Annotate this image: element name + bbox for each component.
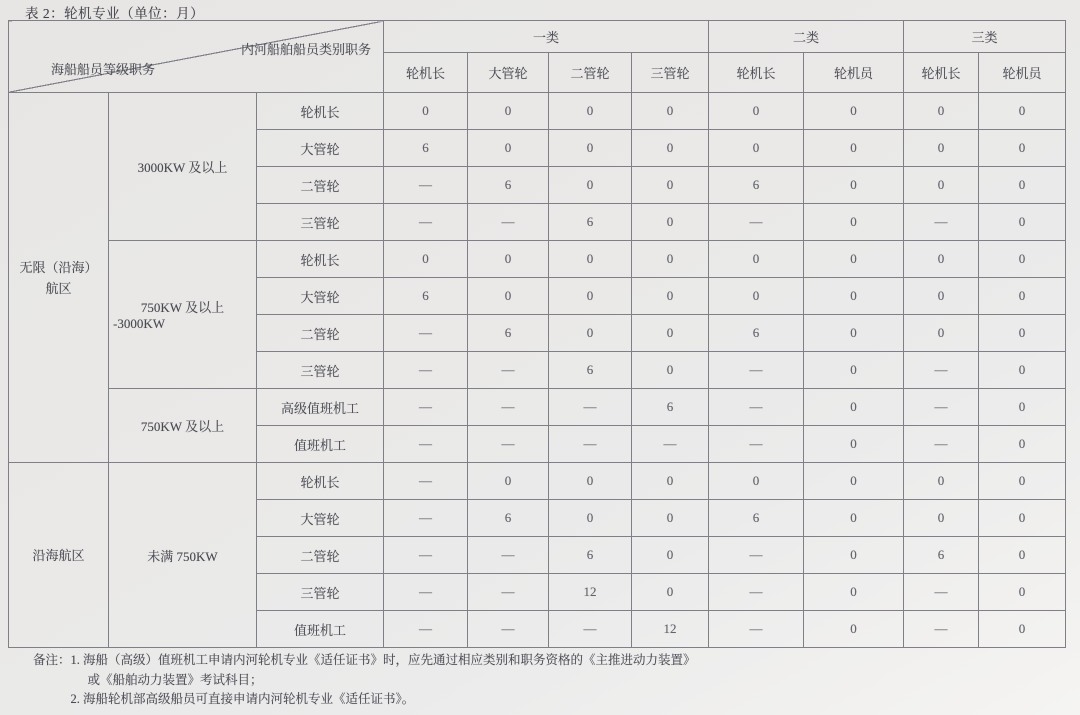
duty-label: 二管轮: [257, 537, 384, 574]
value-cell: 0: [979, 352, 1066, 389]
value-cell: —: [709, 426, 804, 463]
value-cell: 0: [632, 352, 709, 389]
value-cell: 0: [549, 130, 632, 167]
column-header: 轮机员: [979, 53, 1066, 93]
value-cell: —: [709, 611, 804, 648]
duty-label: 值班机工: [257, 426, 384, 463]
value-cell: 6: [709, 315, 804, 352]
value-cell: 0: [632, 315, 709, 352]
value-cell: 0: [979, 611, 1066, 648]
value-cell: 0: [804, 426, 904, 463]
duty-label: 大管轮: [257, 278, 384, 315]
value-cell: —: [904, 611, 979, 648]
value-cell: —: [468, 204, 549, 241]
value-cell: —: [468, 574, 549, 611]
value-cell: 6: [549, 352, 632, 389]
value-cell: —: [632, 426, 709, 463]
power-label-3000kw: 3000KW 及以上: [109, 93, 257, 241]
group-header-class1: 一类: [384, 21, 709, 53]
value-cell: 6: [468, 500, 549, 537]
value-cell: 0: [632, 574, 709, 611]
value-cell: 6: [549, 204, 632, 241]
corner-bottom-label: 海船船员等级职务: [51, 62, 156, 77]
group-header-class3: 三类: [904, 21, 1066, 53]
group-header-class2: 二类: [709, 21, 904, 53]
duty-label: 轮机长: [257, 241, 384, 278]
value-cell: —: [904, 389, 979, 426]
value-cell: 0: [979, 426, 1066, 463]
value-cell: —: [549, 426, 632, 463]
value-cell: —: [904, 204, 979, 241]
value-cell: 0: [904, 130, 979, 167]
value-cell: 0: [804, 352, 904, 389]
corner-top-label: 内河船舶船员类别职务: [241, 42, 372, 57]
value-cell: —: [468, 426, 549, 463]
value-cell: 6: [549, 537, 632, 574]
value-cell: 0: [904, 463, 979, 500]
value-cell: 0: [804, 611, 904, 648]
value-cell: —: [709, 352, 804, 389]
table-row: [9, 389, 1066, 426]
value-cell: 0: [979, 389, 1066, 426]
value-cell: 0: [384, 93, 468, 130]
duty-label: 三管轮: [257, 574, 384, 611]
value-cell: 0: [804, 500, 904, 537]
value-cell: —: [384, 315, 468, 352]
value-cell: —: [468, 352, 549, 389]
value-cell: —: [709, 537, 804, 574]
value-cell: 6: [709, 167, 804, 204]
value-cell: 0: [468, 93, 549, 130]
value-cell: 0: [904, 315, 979, 352]
value-cell: 6: [709, 500, 804, 537]
value-cell: —: [384, 611, 468, 648]
value-cell: 0: [632, 204, 709, 241]
value-cell: —: [709, 389, 804, 426]
value-cell: 0: [384, 241, 468, 278]
value-cell: 0: [549, 93, 632, 130]
value-cell: —: [549, 611, 632, 648]
duty-label: 二管轮: [257, 315, 384, 352]
column-header: 轮机长: [904, 53, 979, 93]
power-label-750-3000kw: [109, 241, 257, 389]
power-label-line: 750KW 及以上: [140, 300, 225, 315]
value-cell: 0: [632, 278, 709, 315]
value-cell: 0: [632, 93, 709, 130]
area-label-coastal: 沿海航区: [9, 463, 109, 648]
value-cell: 0: [549, 315, 632, 352]
value-cell: —: [468, 389, 549, 426]
table-row: [9, 463, 1066, 500]
value-cell: 0: [979, 204, 1066, 241]
value-cell: 0: [804, 537, 904, 574]
value-cell: 0: [632, 537, 709, 574]
footnote-1-line-2: 或《船舶动力装置》考试科目；: [87, 672, 263, 687]
power-label-750kw: 750KW 及以上: [109, 389, 257, 463]
value-cell: 6: [384, 130, 468, 167]
value-cell: 0: [632, 500, 709, 537]
column-header: 轮机员: [804, 53, 904, 93]
value-cell: 0: [709, 93, 804, 130]
value-cell: 0: [804, 389, 904, 426]
value-cell: 0: [979, 93, 1066, 130]
value-cell: 0: [632, 241, 709, 278]
value-cell: 0: [632, 167, 709, 204]
value-cell: —: [384, 204, 468, 241]
value-cell: 0: [979, 315, 1066, 352]
value-cell: 0: [804, 167, 904, 204]
value-cell: 0: [804, 315, 904, 352]
value-cell: 0: [979, 574, 1066, 611]
duty-label: 高级值班机工: [257, 389, 384, 426]
value-cell: 0: [709, 130, 804, 167]
value-cell: —: [709, 574, 804, 611]
table-row: [9, 241, 1066, 278]
value-cell: —: [709, 204, 804, 241]
column-header: 三管轮: [632, 53, 709, 93]
value-cell: —: [549, 389, 632, 426]
value-cell: —: [384, 537, 468, 574]
value-cell: 0: [904, 167, 979, 204]
value-cell: 12: [549, 574, 632, 611]
value-cell: —: [384, 352, 468, 389]
value-cell: —: [904, 574, 979, 611]
value-cell: 0: [468, 241, 549, 278]
value-cell: 0: [904, 93, 979, 130]
value-cell: 6: [384, 278, 468, 315]
value-cell: 0: [804, 93, 904, 130]
value-cell: 6: [632, 389, 709, 426]
value-cell: 0: [804, 574, 904, 611]
value-cell: 0: [804, 278, 904, 315]
value-cell: —: [384, 389, 468, 426]
value-cell: —: [904, 352, 979, 389]
value-cell: —: [384, 574, 468, 611]
power-label-line: -3000KW: [113, 316, 165, 331]
value-cell: 0: [979, 241, 1066, 278]
value-cell: 0: [709, 278, 804, 315]
value-cell: 12: [632, 611, 709, 648]
value-cell: —: [384, 167, 468, 204]
footnote-label: 备注：: [33, 653, 71, 667]
value-cell: 0: [979, 463, 1066, 500]
value-cell: 0: [468, 278, 549, 315]
column-header: 轮机长: [384, 53, 468, 93]
area-label-unlimited: [9, 93, 109, 463]
footnotes: [33, 651, 696, 710]
value-cell: 0: [468, 130, 549, 167]
value-cell: 0: [709, 463, 804, 500]
value-cell: 0: [904, 278, 979, 315]
duty-label: 轮机长: [257, 463, 384, 500]
value-cell: 0: [804, 241, 904, 278]
footnote-2: 2. 海船轮机部高级船员可直接申请内河轮机专业《适任证书》。: [70, 692, 415, 706]
value-cell: 0: [979, 278, 1066, 315]
duty-label: 二管轮: [257, 167, 384, 204]
value-cell: —: [384, 500, 468, 537]
table-row: [9, 93, 1066, 130]
value-cell: —: [468, 611, 549, 648]
value-cell: 0: [804, 463, 904, 500]
value-cell: 6: [904, 537, 979, 574]
power-label-under-750kw: 未满 750KW: [109, 463, 257, 648]
duty-label: 大管轮: [257, 500, 384, 537]
crew-qualification-table: [8, 20, 1066, 648]
value-cell: 0: [979, 130, 1066, 167]
value-cell: 0: [632, 463, 709, 500]
column-header: 轮机长: [709, 53, 804, 93]
value-cell: 0: [549, 241, 632, 278]
value-cell: 0: [549, 500, 632, 537]
column-header: 大管轮: [468, 53, 549, 93]
column-header: 二管轮: [549, 53, 632, 93]
value-cell: 0: [549, 463, 632, 500]
value-cell: 0: [632, 130, 709, 167]
value-cell: 6: [468, 167, 549, 204]
value-cell: 6: [468, 315, 549, 352]
value-cell: 0: [549, 278, 632, 315]
duty-label: 三管轮: [257, 352, 384, 389]
value-cell: —: [384, 426, 468, 463]
duty-label: 值班机工: [257, 611, 384, 648]
value-cell: 0: [549, 167, 632, 204]
value-cell: 0: [709, 241, 804, 278]
value-cell: —: [904, 426, 979, 463]
duty-label: 大管轮: [257, 130, 384, 167]
value-cell: 0: [804, 204, 904, 241]
footnote-1-line-1: 1. 海船（高级）值班机工申请内河轮机专业《适任证书》时，应先通过相应类别和职务资格的《主推进动力装置》: [70, 653, 696, 667]
value-cell: —: [384, 463, 468, 500]
value-cell: —: [468, 537, 549, 574]
area-label-line: 航区: [45, 280, 72, 296]
duty-label: 轮机长: [257, 93, 384, 130]
value-cell: 0: [979, 167, 1066, 204]
duty-label: 三管轮: [257, 204, 384, 241]
corner-header-cell: [9, 21, 384, 93]
value-cell: 0: [804, 130, 904, 167]
value-cell: 0: [468, 463, 549, 500]
value-cell: 0: [979, 500, 1066, 537]
value-cell: 0: [979, 537, 1066, 574]
value-cell: 0: [904, 241, 979, 278]
value-cell: 0: [904, 500, 979, 537]
page-title: 表 2：轮机专业（单位：月）: [25, 6, 205, 21]
area-label-line: 无限（沿海）: [19, 259, 98, 275]
